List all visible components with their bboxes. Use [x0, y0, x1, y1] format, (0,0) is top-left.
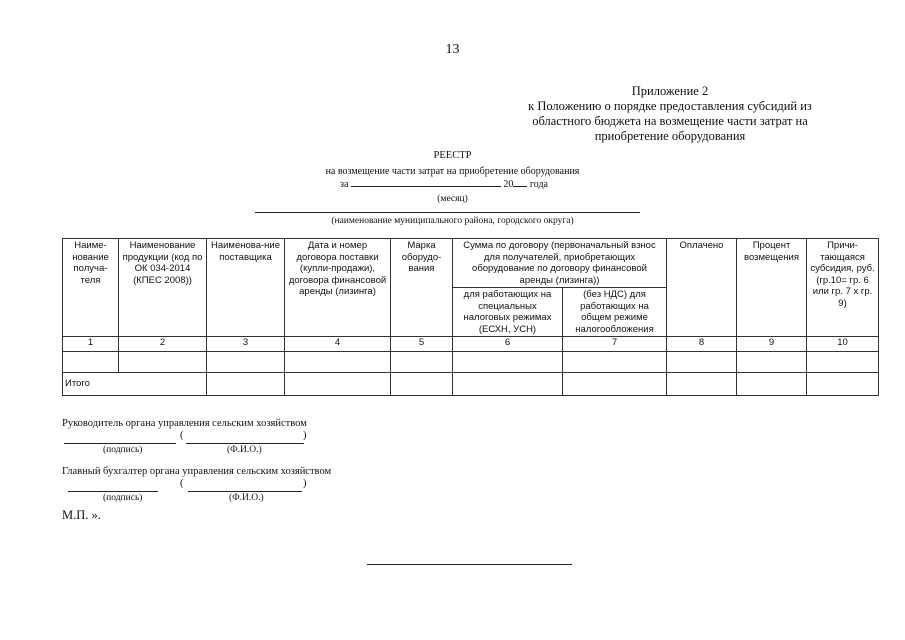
bottom-rule: [367, 564, 572, 565]
table-row: [63, 352, 879, 373]
registry-title: РЕЕСТР: [433, 150, 472, 161]
head-name-line: [186, 443, 304, 444]
table-number-row: [63, 337, 879, 352]
period-suffix: года: [529, 179, 548, 190]
appendix-line: Приложение 2: [631, 84, 709, 98]
registry-subtitle: на возмещение части затрат на приобретение оборудования: [325, 166, 580, 177]
header-paid: Оплачено: [667, 239, 737, 337]
table-cell: [207, 352, 285, 373]
table-total-row: [63, 373, 879, 396]
table-header-row: [63, 239, 879, 288]
period-year: 20: [503, 179, 514, 190]
page-number: 13: [445, 42, 460, 57]
total-label: Итого: [63, 373, 207, 396]
header-contract: Дата и номер договора поставки (купли-продажи), договора финансовой аренды (лизинга): [285, 239, 391, 337]
header-general-tax: (без НДС) для работающих на общем режиме налогообложения: [563, 288, 667, 337]
header-recipient: Наиме-нование получа-теля: [63, 239, 119, 337]
table-cell: [667, 373, 737, 396]
header-subsidy: Причи-тающаяся субсидия, руб. (гр.10= гр. 6 или гр. 7 х гр. 9): [807, 239, 879, 337]
appendix-line: областного бюджета на возмещение части затрат на: [532, 114, 808, 128]
header-percent: Процент возмещения: [737, 239, 807, 337]
accountant-close-paren: ): [303, 478, 307, 489]
column-number: 8: [667, 337, 737, 352]
accountant-name-label: (Ф.И.О.): [229, 493, 264, 503]
table-cell: [807, 373, 879, 396]
header-contract-sum: Сумма по договору (первоначальный взнос для получателей, приобретающих оборудование по договору финансовой аренды (лизинга)): [453, 239, 667, 288]
month-blank: [351, 186, 501, 187]
header-equipment-brand: Марка оборудо-вания: [391, 239, 453, 337]
seal-mark: М.П. ».: [62, 508, 101, 522]
appendix-line: к Положению о порядке предоставления субсидий из: [528, 99, 812, 113]
period-prefix: за: [340, 179, 349, 190]
municipality-line: [255, 212, 640, 213]
column-number: 7: [563, 337, 667, 352]
table-cell: [737, 373, 807, 396]
table-cell: [737, 352, 807, 373]
appendix-heading: [470, 84, 870, 144]
column-number: 2: [119, 337, 207, 352]
head-title: Руководитель органа управления сельским хозяйством: [62, 418, 307, 429]
column-number: 9: [737, 337, 807, 352]
accountant-sign-label: (подпись): [103, 493, 143, 503]
column-number: 3: [207, 337, 285, 352]
column-number: 4: [285, 337, 391, 352]
column-number: 10: [807, 337, 879, 352]
table-cell: [63, 352, 119, 373]
header-product: Наименование продукции (код по ОК 034-2014 (КПЕС 2008)): [119, 239, 207, 337]
column-number: 1: [63, 337, 119, 352]
table-cell: [563, 373, 667, 396]
header-special-tax: для работающих на специальных налоговых режимах (ЕСХН, УСН): [453, 288, 563, 337]
table-cell: [391, 352, 453, 373]
table-cell: [207, 373, 285, 396]
appendix-line: приобретение оборудования: [594, 129, 746, 143]
accountant-open-paren: (: [180, 478, 184, 489]
head-open-paren: (: [180, 430, 184, 441]
month-label: (месяц): [437, 194, 468, 204]
table-cell: [667, 352, 737, 373]
head-sign-line: [64, 443, 176, 444]
table-cell: [453, 352, 563, 373]
header-supplier: Наименова-ние поставщика: [207, 239, 285, 337]
municipality-label: (наименование муниципального района, городского округа): [331, 216, 574, 226]
table-cell: [807, 352, 879, 373]
head-sign-label: (подпись): [103, 445, 143, 455]
accountant-sign-line: [68, 491, 158, 492]
head-close-paren: ): [303, 430, 307, 441]
table-cell: [453, 373, 563, 396]
registry-period: [340, 179, 548, 190]
registry-table: [62, 238, 879, 396]
accountant-title: Главный бухгалтер органа управления сельским хозяйством: [62, 466, 332, 477]
head-name-label: (Ф.И.О.): [227, 445, 262, 455]
accountant-name-line: [188, 491, 302, 492]
column-number: 6: [453, 337, 563, 352]
column-number: 5: [391, 337, 453, 352]
table-cell: [119, 352, 207, 373]
year-blank: [513, 186, 527, 187]
table-cell: [563, 352, 667, 373]
table-cell: [285, 373, 391, 396]
table-cell: [391, 373, 453, 396]
table-cell: [285, 352, 391, 373]
